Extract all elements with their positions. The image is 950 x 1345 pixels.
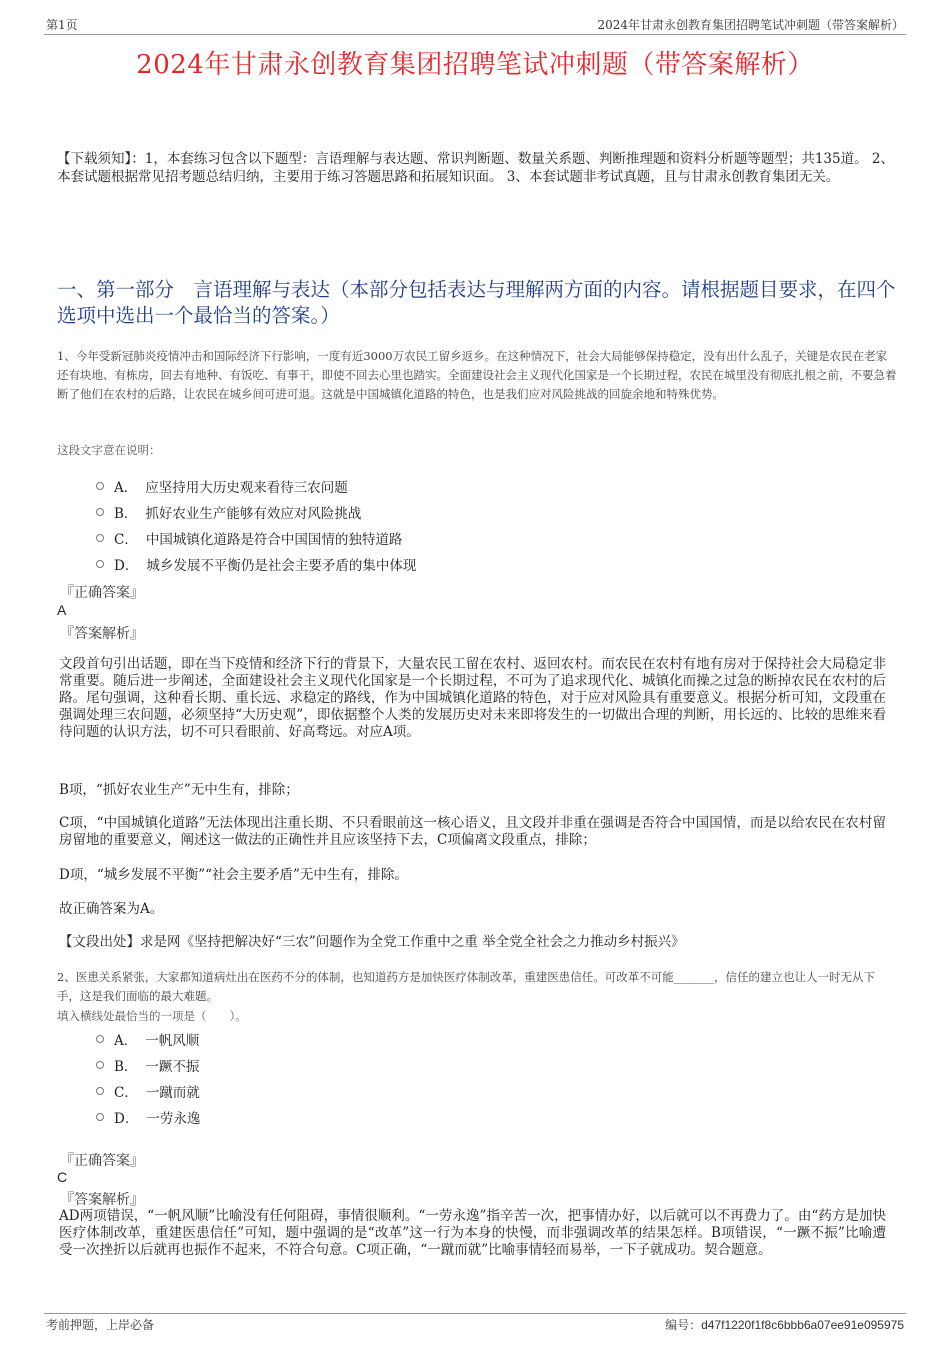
option-d[interactable]: D． 一劳永逸 (96, 1104, 200, 1130)
radio-icon[interactable] (96, 1035, 104, 1043)
option-b[interactable]: B． 一蹶不振 (96, 1052, 200, 1078)
question-2-text: 2、医患关系紧张，大家都知道病灶出在医药不分的体制，也知道药方是加快医疗体制改革，重建医患信任。可改革不可能_______，信任的建立也让人一时无从下手，这是我们面临的最大难题。 (57, 970, 876, 1003)
answer-label: 『正确答案』 (60, 585, 144, 601)
question-2-options (96, 1026, 200, 1130)
radio-icon[interactable] (96, 1061, 104, 1069)
radio-icon[interactable] (96, 482, 104, 490)
answer-label: 『正确答案』 (60, 1153, 144, 1169)
analysis-conclusion: 故正确答案为A。 (59, 901, 164, 917)
answer-value: C (57, 1169, 68, 1185)
document-title: 2024年甘肃永创教育集团招聘笔试冲刺题（带答案解析） (136, 50, 814, 80)
question-1-text: 1、今年受新冠肺炎疫情冲击和国际经济下行影响，一度有近3000万农民工留乡返乡。在这种情况下，社会大局能够保持稳定，没有出什么乱子，关键是农民在老家还有块地、有栋房，回去有地种、有饭吃、有事干，即使不回去心里也踏实。全面建设社会主义现代化国家是一个长期过程，农民在城里没有彻底扎根之前，不要急着断了他们在农村的后路，让农民在城乡间可进可退。这就是中国城镇化道路的特色，也是我们应对风险挑战的回旋余地和特殊优势。 (57, 349, 897, 401)
radio-icon[interactable] (96, 508, 104, 516)
document-code: 编号：d47f1220f1f8c6bbb6a07ee91e095975 (665, 1318, 904, 1332)
page-header (44, 14, 906, 35)
option-c[interactable]: C． 中国城镇化道路是符合中国国情的独特道路 (96, 525, 416, 551)
option-a[interactable]: A． 应坚持用大历史观来看待三农问题 (96, 473, 416, 499)
option-c[interactable]: C． 一蹴而就 (96, 1078, 200, 1104)
download-notice: 【下载须知】：1，本套练习包含以下题型：言语理解与表达题、常识判断题、数量关系题、判断推理题和资料分析题等题型；共135道。 2、本套试题根据常见招考题总结归纳，主要用于练习答题思路和拓展知识面。 3、本套试题非考试真题，且与甘肃永创教育集团无关。 (57, 151, 894, 185)
analysis-label: 『答案解析』 (60, 1192, 144, 1208)
radio-icon[interactable] (96, 560, 104, 568)
analysis-label: 『答案解析』 (60, 626, 144, 642)
option-a[interactable]: A． 一帆风顺 (96, 1026, 200, 1052)
question-1-options (96, 473, 416, 577)
analysis-paragraph: B项，“抓好农业生产”无中生有，排除； (59, 782, 299, 798)
page-number: 第1页 (46, 18, 78, 32)
analysis-paragraph: AD两项错误，“一帆风顺”比喻没有任何阻碍，事情很顺利。“一劳永逸”指辛苦一次，把事情办好，以后就可以不再费力了。由“药方是加快医疗体制改革，重建医患信任”可知，题中强调的是“改革”这一行为本身的快慢，而非强调改革的结果怎样。B项错误，“一蹶不振”比喻遭受一次挫折以后就再也振作不起来，不符合句意。C项正确，“一蹴而就”比喻事情轻而易举，一下子就成功。契合题意。 (59, 1208, 886, 1258)
header-doc-title: 2024年甘肃永创教育集团招聘笔试冲刺题（带答案解析） (597, 18, 904, 32)
answer-value: A (57, 602, 67, 618)
analysis-paragraph: D项，“城乡发展不平衡”“社会主要矛盾”无中生有，排除。 (59, 867, 408, 883)
analysis-paragraph: 文段首句引出话题，即在当下疫情和经济下行的背景下，大量农民工留在农村、返回农村。而农民在农村有地有房对于保持社会大局稳定非常重要。随后进一步阐述，全面建设社会主义现代化国家是一个长期过程，不可为了追求现代化、城镇化而操之过急的断掉农民在农村的后路。尾句强调，这种看长期、重长远、求稳定的路线，作为中国城镇化道路的特色，对于应对风险具有重要意义。根据分析可知，文段重在强调处理三农问题，必须坚持“大历史观”，即依据整个人类的发展历史对未来即将发生的一切做出合理的判断，用长远的、比较的思维来看待问题的认识方法，切不可只看眼前、好高骛远。对应A项。 (59, 656, 886, 740)
option-b[interactable]: B． 抓好农业生产能够有效应对风险挑战 (96, 499, 416, 525)
section-heading: 一、第一部分 言语理解与表达（本部分包括表达与理解两方面的内容。请根据题目要求，在四个选项中选出一个最恰当的答案。） (57, 278, 896, 327)
radio-icon[interactable] (96, 1113, 104, 1121)
radio-icon[interactable] (96, 534, 104, 542)
question-1-prompt: 这段文字意在说明： (57, 443, 161, 457)
analysis-paragraph: C项，“中国城镇化道路”无法体现出注重长期、不只看眼前这一核心语义，且文段并非重在强调是否符合中国国情，而是以给农民在农村留房留地的重要意义，阐述这一做法的正确性并且应该坚持下去，C项偏离文段重点，排除； (59, 815, 886, 848)
radio-icon[interactable] (96, 1087, 104, 1095)
question-2-prompt: 填入横线处最恰当的一项是（ ）。 (57, 1009, 247, 1023)
source-citation: 【文段出处】求是网《坚持把解决好“三农”问题作为全党工作重中之重 举全党全社会之力推动乡村振兴》 (59, 934, 685, 950)
page-footer (44, 1313, 906, 1334)
footer-slogan: 考前押题，上岸必备 (46, 1318, 155, 1332)
option-d[interactable]: D． 城乡发展不平衡仍是社会主要矛盾的集中体现 (96, 551, 416, 577)
